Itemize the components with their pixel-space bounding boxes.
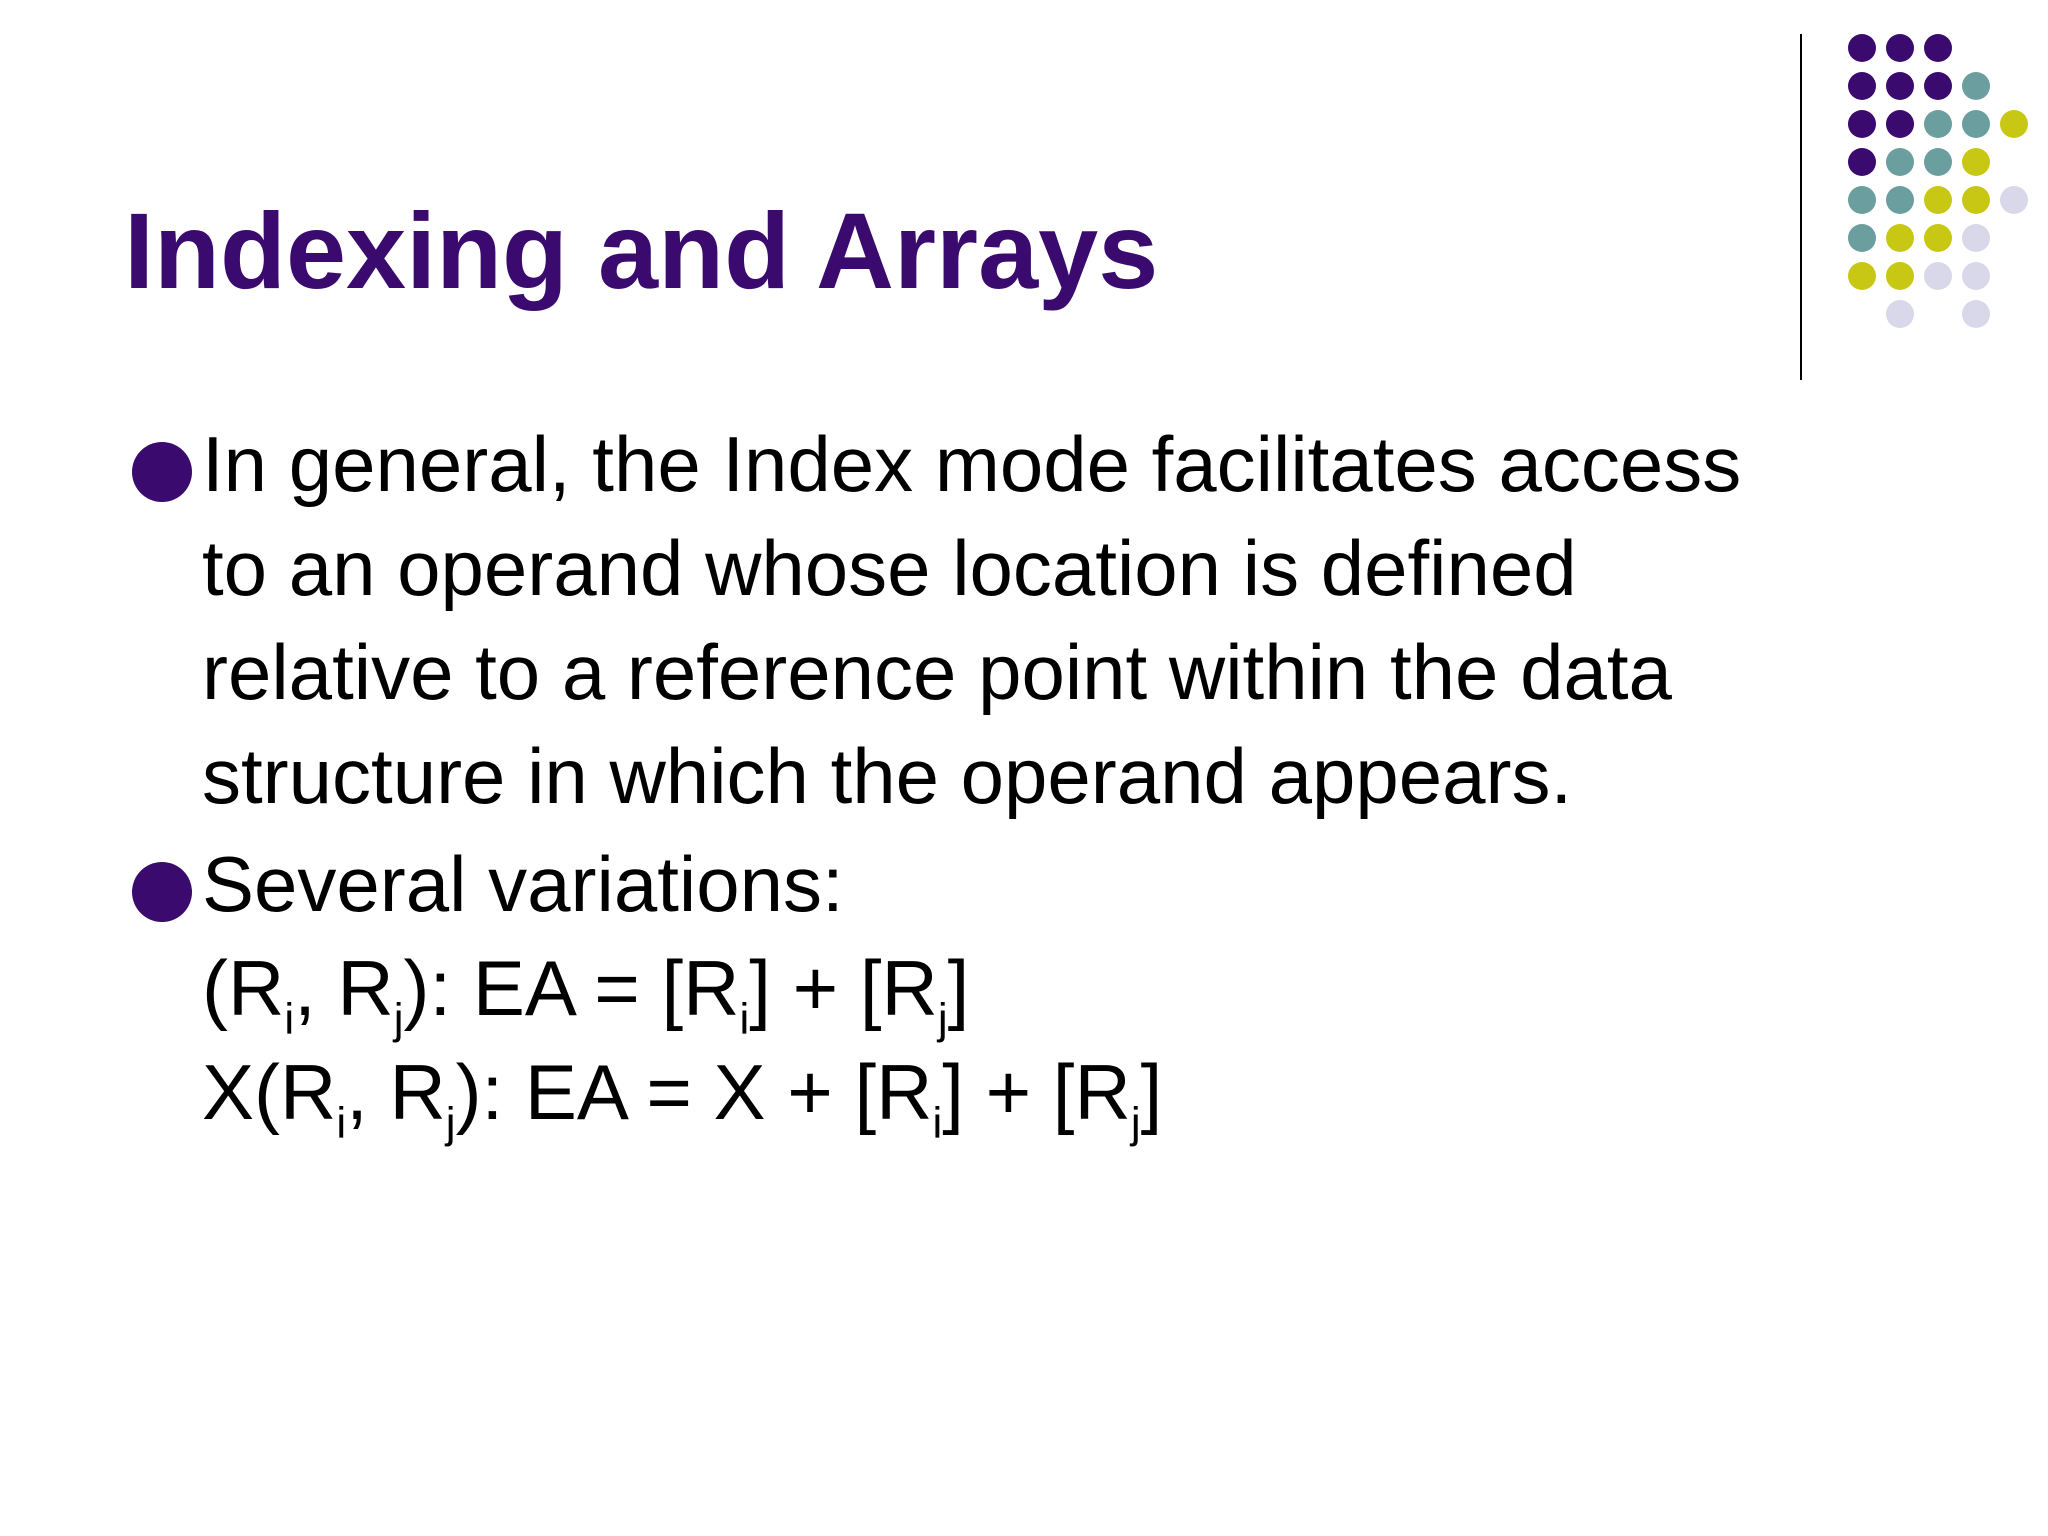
bullet-list (126, 412, 2006, 1148)
subscript: j (445, 1098, 456, 1148)
decorative-dot (1962, 148, 1990, 176)
decorative-dot (1848, 34, 1876, 62)
decorative-dot (1924, 186, 1952, 214)
decorative-dot (2000, 186, 2028, 214)
decorative-dot (1924, 34, 1952, 62)
decorative-dot (1848, 224, 1876, 252)
subscript: i (284, 994, 295, 1044)
decorative-dot (1886, 148, 1914, 176)
formula-line: ($R_i$, $R_j$): EA = $[R_i] + [R_j]$ (202, 944, 970, 1044)
bullet-line: to an operand whose location is defined (202, 524, 1577, 612)
decorative-dot (2000, 110, 2028, 138)
decorative-dot (1962, 262, 1990, 290)
vertical-divider (1800, 34, 1802, 380)
decorative-dot (1924, 110, 1952, 138)
bullet-dot-icon (132, 442, 192, 502)
decorative-dot (1962, 186, 1990, 214)
decorative-dot (1886, 110, 1914, 138)
decorative-dot (1924, 148, 1952, 176)
decorative-dot (1962, 110, 1990, 138)
decorative-dot (1886, 72, 1914, 100)
subscript: j (393, 994, 404, 1044)
decorative-dot (1924, 224, 1952, 252)
bullet-item-variations (126, 832, 2006, 1148)
decorative-dot (1962, 224, 1990, 252)
bullet-line: In general, the Index mode facilitates access (202, 420, 1742, 508)
subscript: j (937, 994, 948, 1044)
bullet-line: relative to a reference point within the data (202, 628, 1672, 716)
decorative-dot (1848, 72, 1876, 100)
decorative-dot (1886, 262, 1914, 290)
decorative-dot (1962, 72, 1990, 100)
bullet-dot-icon (132, 862, 192, 922)
decorative-dot (1924, 262, 1952, 290)
decorative-dot (1962, 300, 1990, 328)
subscript: j (1130, 1098, 1141, 1148)
bullet-item-index-mode (126, 412, 2006, 828)
bullet-heading: Several variations: (202, 840, 844, 928)
subscript: i (932, 1098, 943, 1148)
decorative-dot (1848, 262, 1876, 290)
decorative-dot (1886, 300, 1914, 328)
decorative-dot (1848, 110, 1876, 138)
decorative-dot (1886, 224, 1914, 252)
decorative-dot (1848, 148, 1876, 176)
decorative-dot (1924, 72, 1952, 100)
decorative-dot (1848, 186, 1876, 214)
slide-title: Indexing and Arrays (124, 190, 1159, 311)
subscript: i (739, 994, 750, 1044)
bullet-line: structure in which the operand appears. (202, 732, 1573, 820)
decorative-dot (1886, 34, 1914, 62)
decorative-dot (1886, 186, 1914, 214)
subscript: i (336, 1098, 347, 1148)
formula-line: $X(R_i$, $R_j$): EA = $X + [R_i] + [R_j]$ (202, 1048, 1163, 1148)
